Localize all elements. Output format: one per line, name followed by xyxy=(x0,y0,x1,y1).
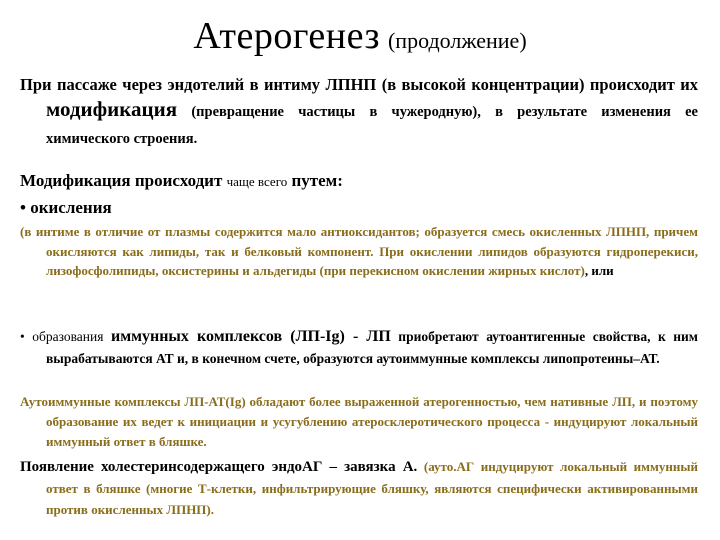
paragraph-modification xyxy=(20,72,698,152)
p2-text-a: Модификация происходит xyxy=(20,171,227,190)
p1-text-b: (превращение частицы в чужеродную), в результате изменения ее химического строения. xyxy=(46,104,698,147)
paragraph-oxidation-details xyxy=(20,222,698,281)
p3-text: (в интиме в отличие от плазмы содержится мало антиоксидантов; образуется смесь окисленных ЛПНП, причем окисляются как липиды, так и белковый компонент. При окислении липидов образуются гидроперекиси, лизофосфолипиды, оксистерины и альдегиды (при перекисном окислении жирных кислот) xyxy=(20,224,698,278)
p2-line xyxy=(20,168,698,195)
p4-emphasis: иммунных комплексов (ЛП-Ig) - ЛП xyxy=(110,328,391,345)
p6-lead: Появление холестеринсодержащего эндоАГ – завязка А. xyxy=(20,459,418,475)
slide-title xyxy=(0,14,720,58)
p2-text-b: путем: xyxy=(287,171,343,190)
paragraph-pathways xyxy=(20,168,698,221)
p3-tail: , или xyxy=(584,263,614,278)
paragraph-autoimmune xyxy=(20,392,698,452)
p1-keyword: модификация xyxy=(46,97,178,121)
title-main: Атерогенез xyxy=(193,15,380,57)
title-subtitle: (продолжение) xyxy=(387,28,527,53)
bullet-oxidation: • окисления xyxy=(20,198,112,217)
p4-rest: приобретают аутоантигенные свойства, к ним вырабатываются АТ и, в конечном счете, образуются аутоиммунные комплексы липопротеины–АТ. xyxy=(46,329,699,366)
p6-rest: (ауто.АГ индуцируют локальный иммунный ответ в бляшке (многие Т-клетки, инфильтрирующие бляшку, являются специфически активированными против окисленных ЛПНП). xyxy=(46,459,698,517)
paragraph-immune-complexes xyxy=(20,326,698,370)
p1-text-a: При пассаже через эндотелий в интиму ЛПНП (в высокой концентрации) происходит их xyxy=(20,75,698,94)
p5-text: Аутоиммунные комплексы ЛП-АТ(Ig) обладают более выраженной атерогенностью, чем нативные ЛП, и поэтому образование их ведет к инициации и усугублению атеросклеротического процесса - индуцируют локальный иммунный ответ в бляшке. xyxy=(20,394,698,449)
p2-small: чаще всего xyxy=(226,174,288,189)
paragraph-endoag xyxy=(20,456,698,520)
p4-bullet: • образования xyxy=(20,329,111,344)
